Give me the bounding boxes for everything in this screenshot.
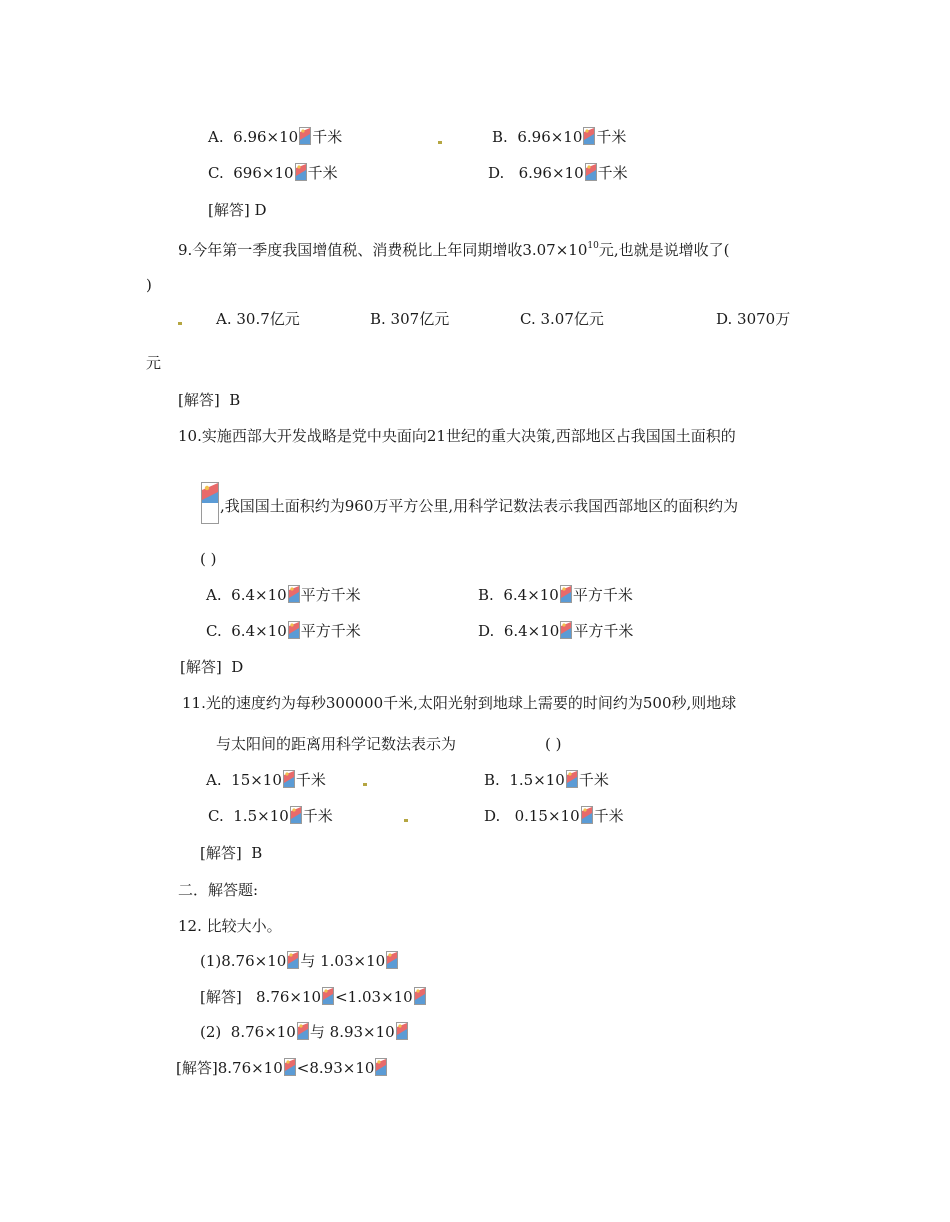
q8-answer [208,200,267,220]
part-label: (1) [200,952,222,970]
option-label: B. [484,771,500,789]
q9-option-a: A. 30.7亿元 [216,310,300,328]
broken-image-icon [396,1022,408,1040]
option-value: 6.4×10 [503,622,560,640]
expression: 8.76×10 [256,988,322,1006]
option-value: 15×10 [231,771,282,789]
option-label: D. [484,807,501,825]
expression: 8.76×10 [217,1059,283,1077]
q8-option-b [492,127,626,147]
q9-option-c: C. 3.07亿元 [520,310,604,328]
option-label: B. [478,586,494,604]
q9-answer [178,390,240,410]
option-label: A. [208,128,224,146]
q12-answer1 [200,987,427,1007]
option-unit: 千米 [596,128,627,146]
exponent: 10 [587,241,599,251]
option-value: 6.4×10 [503,586,559,604]
option-value: 0.15×10 [514,807,580,825]
option-value: 6.96×10 [517,128,583,146]
expression: 8.76×10 [221,952,287,970]
q10-fraction-image [200,482,220,524]
option-unit: 千米 [593,807,624,825]
option-unit: 千米 [578,771,609,789]
broken-image-icon [297,1022,309,1040]
q10-stem-line1: 10.实施西部大开发战略是党中央面向21世纪的重大决策,西部地区占我国国土面积的 [178,427,736,445]
q11-answer [200,843,262,863]
broken-image-icon [560,621,572,639]
option-unit: 平方千米 [573,622,634,640]
broken-image-icon [386,951,398,969]
option-unit: 千米 [295,771,326,789]
q10-answer [180,657,243,677]
stray-dot [363,783,367,786]
q12-part2 [200,1022,409,1042]
q12-title: 12. 比较大小。 [178,917,282,935]
option-unit: 千米 [302,807,333,825]
answer-value: B [229,391,241,409]
broken-image-icon [322,987,334,1005]
option-value: 696×10 [233,164,294,182]
broken-image-icon [583,127,595,145]
answer-label: [解答] [200,844,242,862]
expression: 8.76×10 [230,1023,296,1041]
broken-image-icon [284,1058,296,1076]
answer-label: [解答] [200,988,242,1006]
broken-image-icon [299,127,311,145]
join-word: 与 [309,1023,325,1041]
q10-option-c [206,621,361,641]
q10-stem-line2: ,我国国土面积约为960万平方公里,用科学记数法表示我国西部地区的面积约为 [220,497,739,515]
q12-part1 [200,951,399,971]
option-unit: 平方千米 [300,622,361,640]
broken-image-icon [290,806,302,824]
option-value: 6.4×10 [231,586,287,604]
broken-image-icon [414,987,426,1005]
relation-sign: < [335,988,348,1006]
option-label: D. [488,164,505,182]
q8-option-d [488,163,628,183]
answer-value: B [251,844,263,862]
expression: 1.03×10 [320,952,386,970]
option-unit: 千米 [597,164,628,182]
q11-paren: ( ) [545,735,562,753]
option-label: C. [206,622,222,640]
broken-image-icon [295,163,307,181]
q9-stem-line1 [178,236,730,259]
broken-image-icon [288,621,300,639]
option-label: A. [206,771,222,789]
q10-option-d [478,621,633,641]
answer-label: [解答] [178,391,220,409]
expression: 1.03×10 [347,988,413,1006]
option-unit: 千米 [312,128,343,146]
q8-option-a [208,127,342,147]
q9-option-b: B. 307亿元 [370,310,450,328]
option-label: A. [206,586,222,604]
option-unit: 千米 [307,164,338,182]
option-value: 1.5×10 [509,771,565,789]
option-unit: 平方千米 [300,586,361,604]
option-label: D. [478,622,495,640]
stray-dot [178,322,182,325]
option-label: B. [492,128,508,146]
broken-image-icon [560,585,572,603]
relation-sign: < [296,1059,310,1077]
answer-value: D [254,201,267,219]
q10-option-a [206,585,361,605]
stray-dot [404,819,408,822]
q9-option-d-cont: 元 [146,354,162,372]
question-text: 9.今年第一季度我国增值税、消费税比上年同期增收3.07×10 [178,241,588,259]
answer-label: [解答] [180,658,222,676]
q11-option-b [484,770,609,790]
q10-paren: ( ) [200,550,217,568]
q10-option-b [478,585,633,605]
broken-image-icon [287,951,299,969]
option-value: 6.96×10 [518,164,584,182]
section-title: 二．解答题: [178,881,259,899]
q11-option-d [484,806,624,826]
option-label: C. [208,164,224,182]
part-label: (2) [200,1023,222,1041]
q11-stem-line1: 11.光的速度约为每秒300000千米,太阳光射到地球上需要的时间约为500秒,则地球 [182,694,737,712]
q11-option-a [206,770,326,790]
q12-answer2 [176,1058,388,1078]
broken-image-icon [375,1058,387,1076]
broken-image-icon [283,770,295,788]
broken-image-icon [201,482,219,524]
broken-image-icon [288,585,300,603]
broken-image-icon [581,806,593,824]
option-value: 6.4×10 [231,622,287,640]
q9-stem-line2: ) [146,276,152,294]
q8-option-c [208,163,338,183]
option-value: 6.96×10 [233,128,299,146]
expression: 8.93×10 [329,1023,395,1041]
q11-option-c [208,806,333,826]
answer-label: [解答] [176,1059,218,1077]
q11-stem-line2: 与太阳间的距离用科学记数法表示为 [216,735,457,753]
broken-image-icon [585,163,597,181]
answer-value: D [231,658,244,676]
option-unit: 平方千米 [572,586,633,604]
answer-label: [解答] [208,201,250,219]
join-word: 与 [300,952,316,970]
option-value: 1.5×10 [233,807,289,825]
expression: 8.93×10 [309,1059,375,1077]
q9-option-d: D. 3070万 [716,310,791,328]
option-label: C. [208,807,224,825]
question-text: 元,也就是说增收了( [598,241,730,259]
broken-image-icon [566,770,578,788]
stray-dot [438,141,442,144]
